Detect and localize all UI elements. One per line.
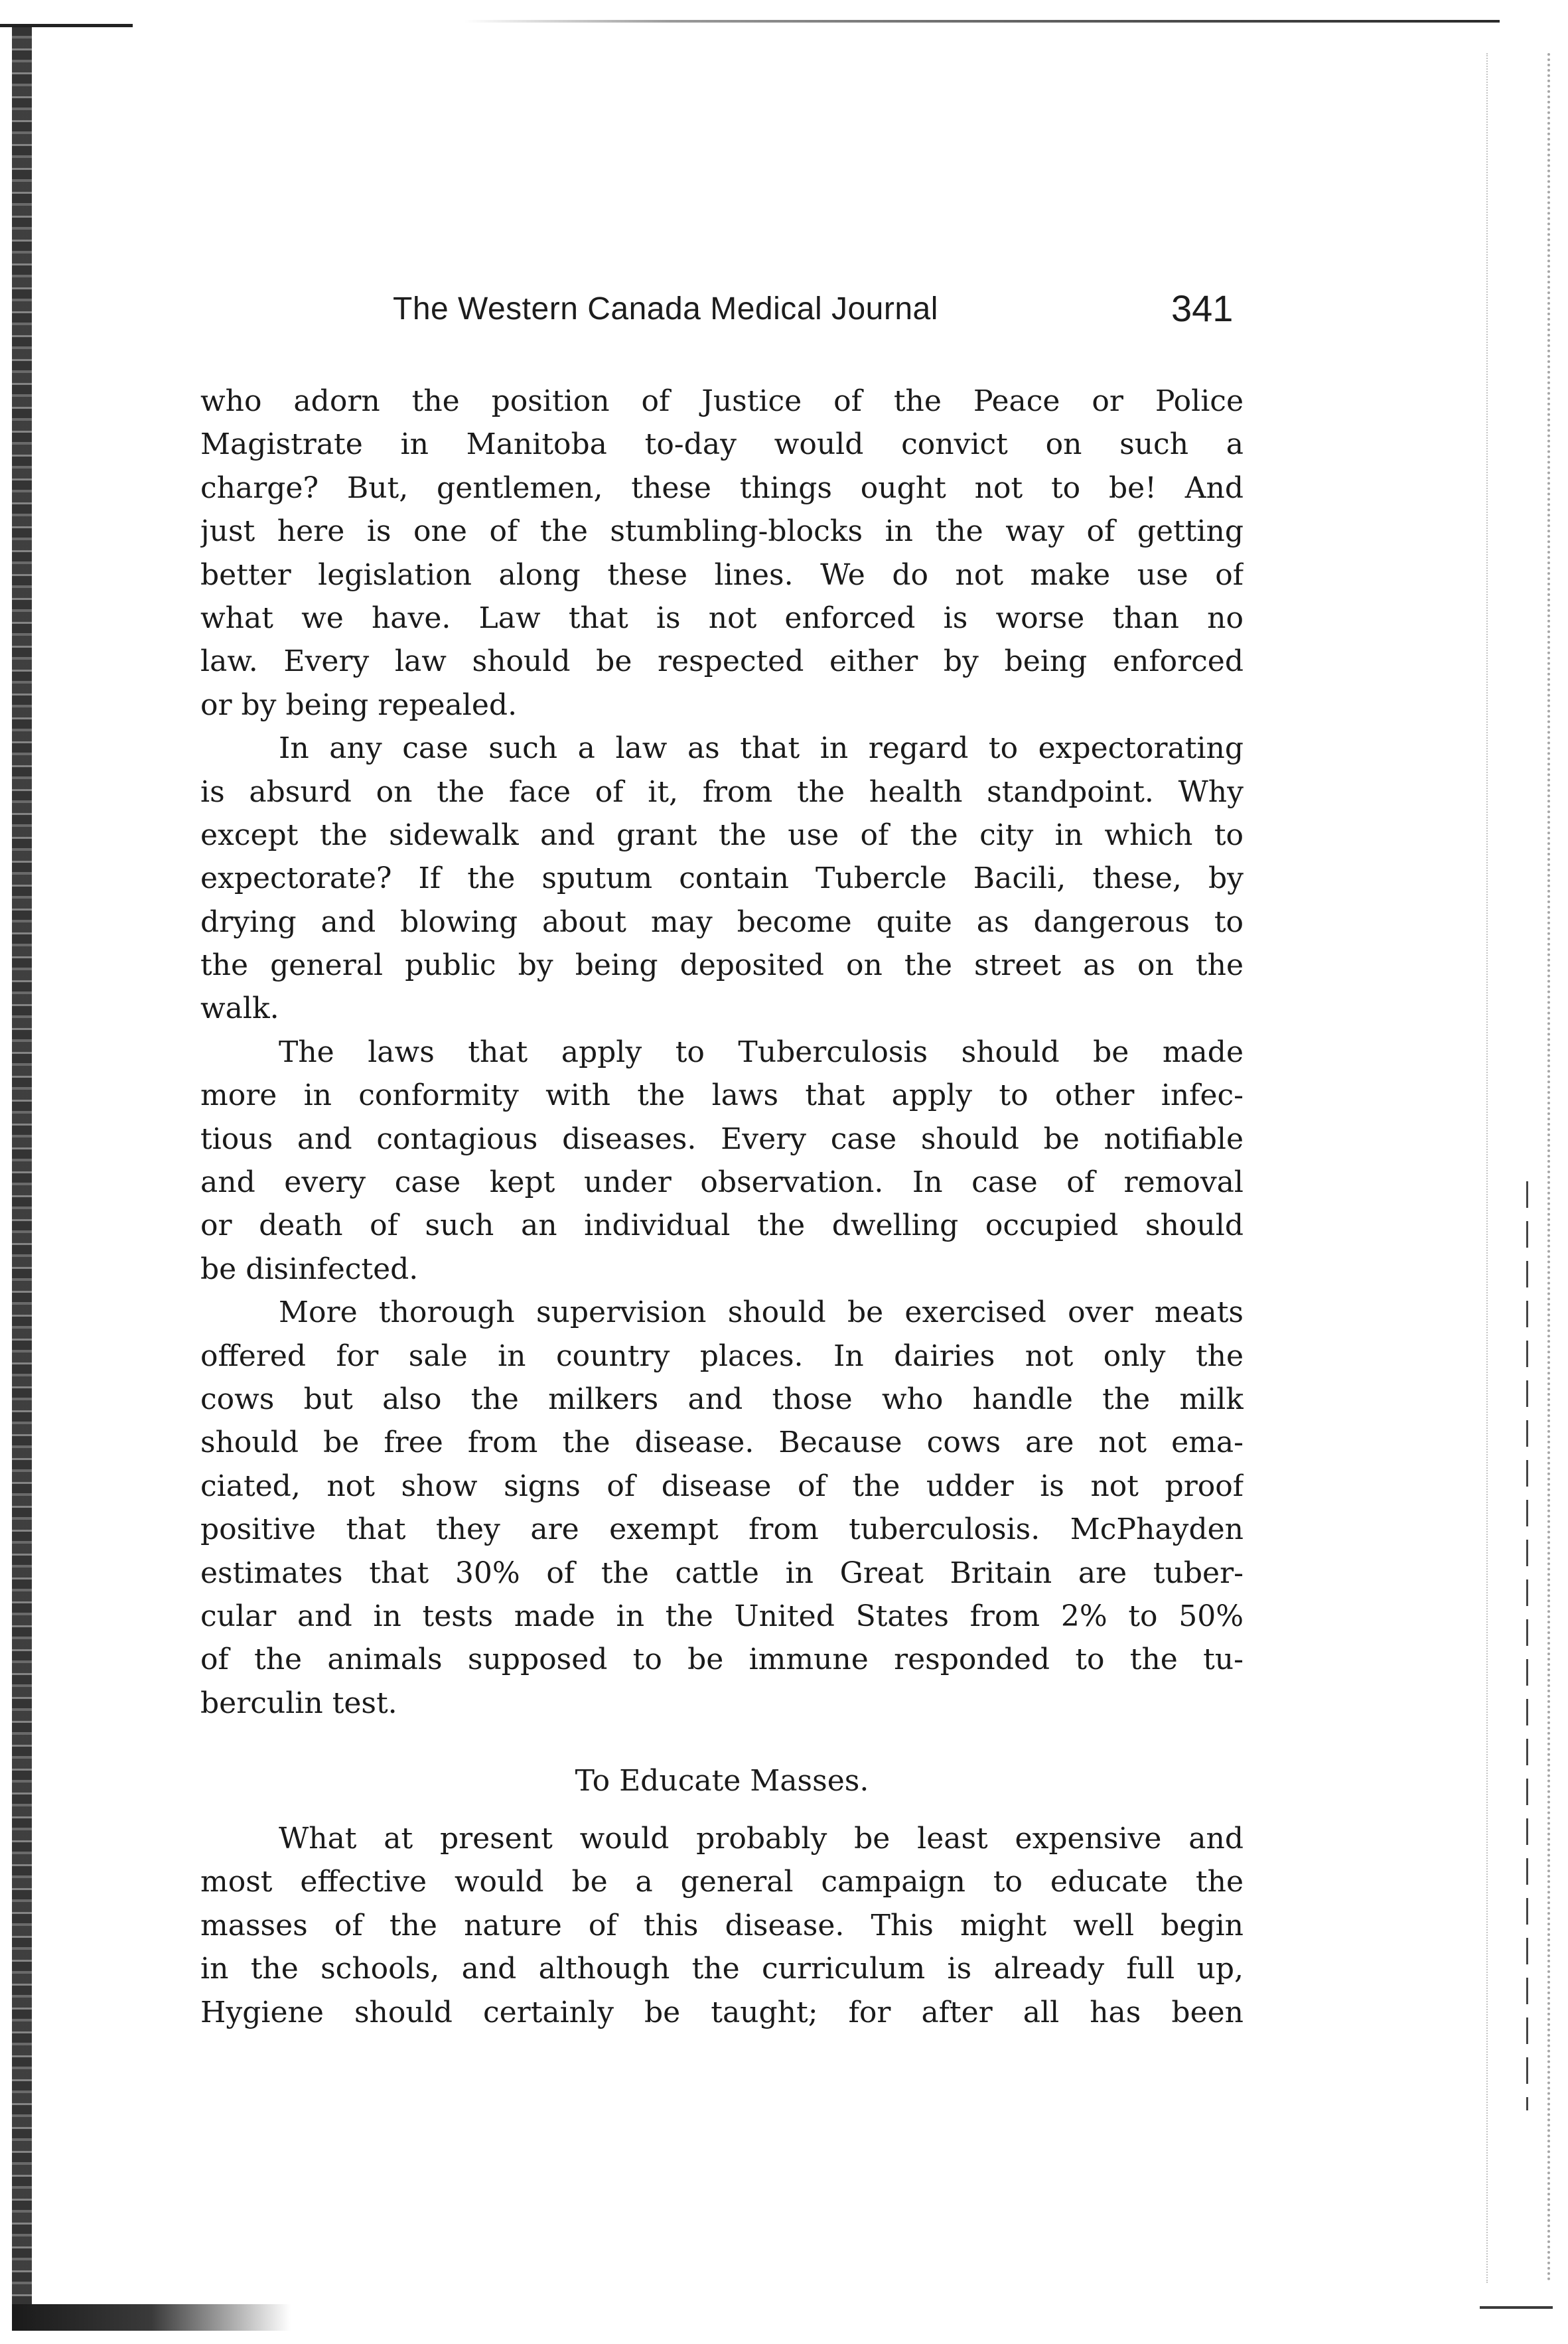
text-line: walk. bbox=[200, 991, 279, 1026]
text-line: masses of the nature of this disease. This might well begin bbox=[200, 1908, 1244, 1942]
text-line: in the schools, and although the curriculum is already full up, bbox=[200, 1952, 1244, 1986]
text-line: is absurd on the face of it, from the health standpoint. Why bbox=[200, 774, 1244, 809]
body-text-block bbox=[200, 380, 1244, 1725]
scan-top-rule bbox=[464, 20, 1500, 23]
text-line: In any case such a law as that in regard to expectorating bbox=[279, 731, 1244, 766]
text-line: cular and in tests made in the United States from 2% to 50% bbox=[200, 1599, 1244, 1633]
text-line: The laws that apply to Tuberculosis should be made bbox=[279, 1035, 1244, 1069]
text-line: except the sidewalk and grant the use of the city in which to bbox=[200, 818, 1244, 852]
text-line: what we have. Law that is not enforced is worse than no bbox=[200, 601, 1244, 635]
text-line: What at present would probably be least expensive and bbox=[279, 1822, 1244, 1856]
text-line: just here is one of the stumbling-blocks in the way of getting bbox=[200, 514, 1244, 549]
text-line: be disinfected. bbox=[200, 1252, 419, 1286]
text-line: Hygiene should certainly be taught; for after all has been bbox=[200, 1995, 1244, 2029]
text-line: cows but also the milkers and those who handle the milk bbox=[200, 1382, 1244, 1416]
page-number: 341 bbox=[1171, 287, 1234, 329]
text-line: expectorate? If the sputum contain Tubercle Bacili, these, by bbox=[200, 861, 1244, 896]
text-line: more in conformity with the laws that apply to other infec- bbox=[200, 1078, 1244, 1113]
text-line: the general public by being deposited on the street as on the bbox=[200, 948, 1244, 983]
scan-bottom-right bbox=[1480, 2306, 1553, 2309]
text-line: of the animals supposed to be immune responded to the tu- bbox=[200, 1643, 1244, 1677]
text-line: More thorough supervision should be exercised over meats bbox=[279, 1295, 1244, 1330]
text-line: positive that they are exempt from tuberculosis. McPhayden bbox=[200, 1512, 1244, 1547]
text-line: Magistrate in Manitoba to-day would convict on such a bbox=[200, 427, 1244, 462]
text-line: berculin test. bbox=[200, 1686, 397, 1720]
text-line: or death of such an individual the dwelling occupied should bbox=[200, 1209, 1244, 1243]
scan-bottom-left bbox=[12, 2304, 291, 2331]
text-line: drying and blowing about may become quite as dangerous to bbox=[200, 905, 1244, 939]
text-line: or by being repealed. bbox=[200, 688, 518, 722]
scan-right-line bbox=[1526, 1181, 1528, 2110]
text-line: ciated, not show signs of disease of the udder is not proof bbox=[200, 1469, 1244, 1503]
running-head: The Western Canada Medical Journal bbox=[393, 291, 938, 327]
text-line: estimates that 30% of the cattle in Great Britain are tuber- bbox=[200, 1556, 1244, 1590]
text-line: offered for sale in country places. In dairies not only the bbox=[200, 1339, 1244, 1373]
text-line: who adorn the position of Justice of the Peace or Police bbox=[200, 384, 1244, 418]
text-line: tious and contagious diseases. Every case should be notifiable bbox=[200, 1122, 1244, 1156]
text-line: and every case kept under observation. In case of removal bbox=[200, 1165, 1244, 1200]
scan-left-edge bbox=[12, 27, 32, 2309]
text-line: should be free from the disease. Because cows are not ema- bbox=[200, 1426, 1244, 1460]
text-line: charge? But, gentlemen, these things ought not to be! And bbox=[200, 471, 1244, 505]
section-heading: To Educate Masses. bbox=[575, 1764, 869, 1798]
text-line: most effective would be a general campaign to educate the bbox=[200, 1865, 1244, 1899]
scan-right-edge bbox=[1486, 53, 1550, 2283]
text-line: better legislation along these lines. We do not make use of bbox=[200, 557, 1244, 592]
text-line: law. Every law should be respected either by being enforced bbox=[200, 644, 1244, 679]
body-text-block-2 bbox=[200, 1817, 1244, 2034]
